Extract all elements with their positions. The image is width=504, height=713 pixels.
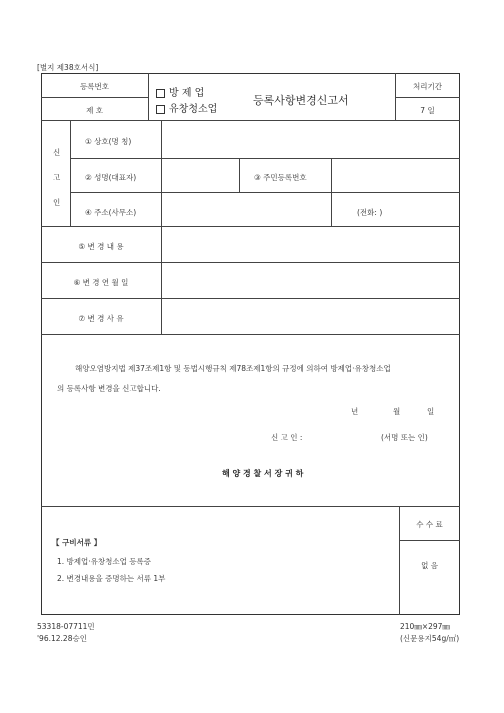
- name-label: ② 성명(대표자): [85, 173, 137, 182]
- paper-type: (신문용지54g/㎡): [400, 634, 460, 643]
- change-reason-field[interactable]: [162, 299, 459, 333]
- divider: [41, 97, 148, 98]
- documents-title: 【 구비서류 】: [52, 538, 102, 547]
- date-year-label: 년: [351, 407, 359, 416]
- reporter-label-2: 고: [53, 173, 61, 182]
- trade-name-field[interactable]: [162, 121, 459, 157]
- option-yuchang[interactable]: 유창청소업: [156, 100, 217, 115]
- resident-number-field[interactable]: [332, 159, 459, 191]
- divider: [41, 506, 460, 507]
- processing-period-label: 처리기간: [413, 82, 442, 91]
- statement-line-1: 해양오염방지법 제37조제1항 및 동법시행규칙 제78조제1항의 규정에 의하여 방제업·유창청소업: [75, 364, 391, 373]
- reporter-label-1: 신: [53, 148, 61, 157]
- address-label: ④ 주소(사무소): [85, 208, 137, 217]
- date-day-label: 일: [427, 407, 435, 416]
- paper-size: 210㎜×297㎜: [400, 622, 450, 631]
- form-title: 등록사항변경신고서: [253, 94, 349, 107]
- change-date-field[interactable]: [162, 263, 459, 297]
- form-code: 53318-07711민: [37, 622, 95, 631]
- phone-label: (전화: ): [357, 208, 383, 217]
- change-content-field[interactable]: [162, 227, 459, 261]
- date-month-label: 월: [393, 407, 401, 416]
- registration-number-label: 등록번호: [80, 82, 109, 91]
- change-reason-label: ⑦ 변 경 사 유: [78, 314, 124, 323]
- reporter-label-3: 인: [53, 198, 61, 207]
- divider: [239, 158, 240, 192]
- divider: [41, 334, 460, 335]
- change-content-label: ⑤ 변 경 내 용: [78, 242, 124, 251]
- divider: [395, 97, 460, 98]
- resident-number-label: ③ 주민등록번호: [254, 173, 307, 182]
- fee-label: 수 수 료: [416, 520, 443, 529]
- approval-date: '96.12.28승인: [37, 634, 87, 643]
- receipt-number-label: 제 호: [86, 106, 103, 115]
- fee-value: 없 음: [421, 561, 438, 570]
- processing-period-value: 7 일: [420, 106, 435, 115]
- divider: [70, 120, 71, 226]
- option-bangje[interactable]: 방 제 업: [156, 84, 204, 99]
- divider: [399, 540, 460, 541]
- name-field[interactable]: [162, 159, 238, 191]
- statement-line-2: 의 등록사항 변경을 신고합니다.: [57, 384, 161, 393]
- checkbox-icon: [156, 89, 165, 98]
- document-item-2: 2. 변경내용을 증명하는 서류 1부: [57, 574, 166, 583]
- divider: [148, 73, 149, 120]
- signer-label: 신 고 인 :: [271, 433, 303, 442]
- signature-note: (서명 또는 인): [381, 433, 428, 442]
- document-item-1: 1. 방제업·유창청소업 등록증: [57, 557, 152, 566]
- address-field[interactable]: [162, 193, 330, 225]
- checkbox-icon: [156, 105, 165, 114]
- trade-name-label: ① 상호(명 칭): [85, 137, 132, 146]
- recipient: 해 양 경 찰 서 장 귀 하: [222, 469, 304, 478]
- change-date-label: ⑥ 변 경 연 월 일: [73, 278, 129, 287]
- form-number-label: [별지 제38호서식]: [37, 63, 99, 72]
